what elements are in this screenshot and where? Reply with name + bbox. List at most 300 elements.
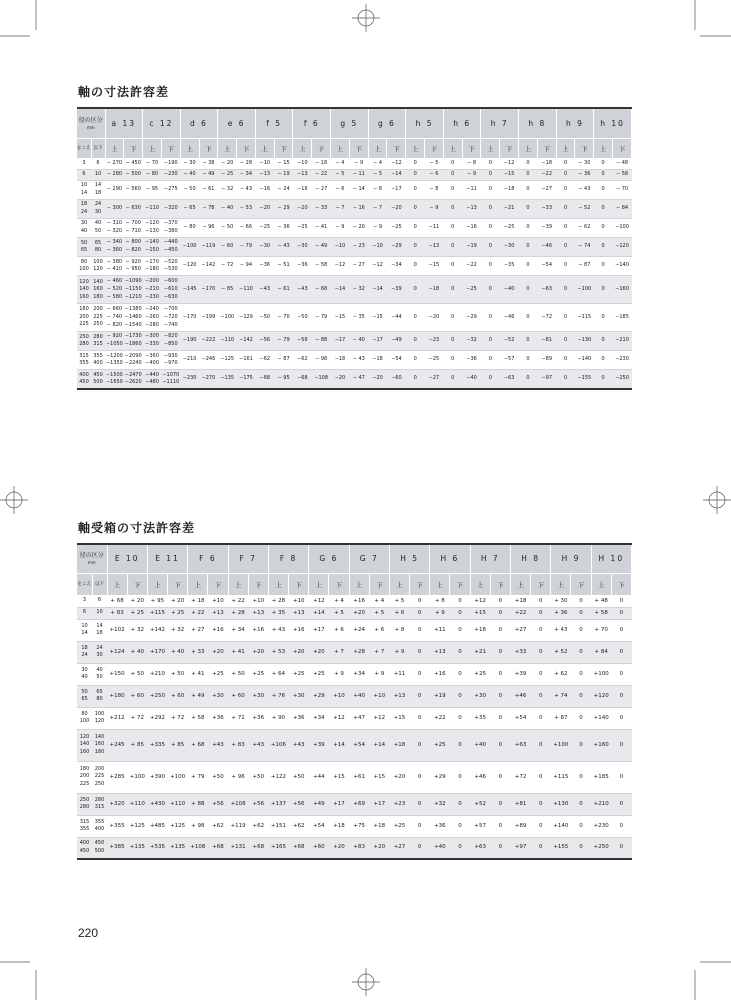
- range-upto: 450: [94, 840, 105, 847]
- range-over-cell: [77, 663, 92, 685]
- lower-header: 下: [349, 138, 368, 158]
- range-over: 40: [80, 227, 88, 234]
- upper-deviation-cell: [470, 663, 490, 685]
- range-over: 50: [81, 688, 88, 695]
- upper-deviation-cell: [519, 332, 538, 351]
- upper-deviation-cell: [519, 158, 538, 169]
- upper-deviation-cell: [430, 595, 450, 607]
- tolerance-class-header: g 6: [368, 108, 406, 138]
- deviation-value: +19: [434, 692, 446, 699]
- range-over: 6: [82, 170, 86, 177]
- lower-deviation-cell: [349, 257, 368, 276]
- upper-deviation-cell: [519, 180, 538, 199]
- lower-deviation-cell: [274, 199, 293, 218]
- upper-deviation-cell: [143, 304, 162, 332]
- deviation-value: +56: [252, 800, 265, 807]
- deviation-value: − 51: [277, 262, 290, 269]
- upper-deviation-cell: [218, 304, 237, 332]
- lower-deviation-cell: [387, 199, 406, 218]
- lower-deviation-cell: [613, 158, 632, 169]
- lower-deviation-cell: [168, 815, 188, 837]
- deviation-value: + 32: [130, 626, 144, 633]
- upper-deviation-cell: [255, 238, 274, 257]
- upper-deviation-cell: [443, 199, 462, 218]
- deviation-value: +185: [593, 773, 609, 780]
- lower-deviation-cell: [537, 276, 556, 304]
- lower-deviation-cell: [199, 218, 218, 237]
- deviation-value: −280: [145, 321, 159, 328]
- deviation-value: +46: [474, 773, 486, 780]
- lower-deviation-cell: [329, 663, 349, 685]
- lower-deviation-cell: [208, 793, 228, 815]
- deviation-value: −115: [577, 313, 592, 320]
- range-over: 30: [81, 666, 88, 673]
- deviation-value: − 58: [615, 170, 629, 177]
- lower-deviation-cell: [274, 351, 293, 370]
- upper-deviation-cell: [510, 815, 530, 837]
- deviation-value: −140: [145, 239, 159, 246]
- lower-deviation-cell: [274, 218, 293, 237]
- deviation-value: − 660: [106, 306, 123, 312]
- range-over: 14: [81, 630, 88, 636]
- deviation-value: 0: [498, 692, 503, 699]
- lower-deviation-cell: [127, 761, 147, 793]
- lower-deviation-cell: [462, 332, 481, 351]
- lower-deviation-cell: [161, 351, 180, 370]
- upper-deviation-cell: [349, 619, 369, 641]
- deviation-value: +56: [292, 800, 305, 807]
- upper-deviation-cell: [481, 218, 500, 237]
- upper-deviation-cell: [309, 685, 329, 707]
- upper-deviation-cell: [406, 351, 425, 370]
- lower-deviation-cell: [329, 815, 349, 837]
- deviation-value: −370: [163, 220, 178, 227]
- range-upto: 6: [97, 597, 102, 604]
- lower-deviation-cell: [124, 370, 143, 389]
- deviation-value: − 920: [125, 258, 141, 265]
- lower-deviation-cell: [575, 332, 594, 351]
- range-over: 180: [79, 306, 89, 313]
- deviation-value: −50: [259, 313, 271, 320]
- upper-deviation-cell: [406, 169, 425, 180]
- upper-deviation-cell: [143, 238, 162, 257]
- deviation-value: −1110: [162, 379, 180, 386]
- deviation-value: − 11: [352, 170, 365, 177]
- deviation-value: + 87: [554, 714, 568, 721]
- upper-deviation-cell: [368, 199, 387, 218]
- deviation-value: − 30: [183, 159, 196, 166]
- deviation-value: + 74: [554, 692, 568, 699]
- range-upto: 140: [94, 733, 105, 740]
- deviation-value: 0: [601, 159, 605, 166]
- deviation-value: − 19: [277, 170, 290, 177]
- deviation-value: 0: [498, 597, 503, 604]
- lower-deviation-cell: [369, 815, 389, 837]
- deviation-value: −440: [145, 371, 159, 378]
- deviation-value: +29: [434, 773, 446, 780]
- deviation-value: −25: [297, 224, 308, 231]
- range-upto-cell: [92, 663, 107, 685]
- range-over: 355: [79, 360, 89, 367]
- lower-header: 下: [425, 138, 444, 158]
- deviation-value: −1500: [105, 371, 123, 378]
- deviation-value: 0: [619, 626, 624, 633]
- lower-deviation-cell: [208, 815, 228, 837]
- range-over: 160: [79, 748, 90, 755]
- deviation-value: + 58: [594, 609, 608, 616]
- lower-deviation-cell: [248, 761, 268, 793]
- lower-deviation-cell: [349, 332, 368, 351]
- range-upto: 18: [96, 630, 103, 636]
- lower-deviation-cell: [369, 607, 389, 619]
- deviation-value: −110: [239, 285, 253, 292]
- deviation-value: − 60: [221, 243, 234, 250]
- lower-deviation-cell: [450, 729, 470, 761]
- deviation-value: +97: [514, 844, 527, 851]
- deviation-value: −199: [201, 313, 216, 320]
- deviation-value: 0: [579, 670, 583, 677]
- lower-deviation-cell: [425, 304, 444, 332]
- deviation-value: 0: [563, 313, 568, 320]
- upper-deviation-cell: [430, 641, 450, 663]
- upper-deviation-cell: [510, 837, 530, 859]
- deviation-value: 0: [579, 597, 583, 604]
- lower-deviation-cell: [349, 238, 368, 257]
- upper-deviation-cell: [368, 169, 387, 180]
- lower-deviation-cell: [237, 370, 256, 389]
- deviation-value: − 24: [277, 185, 290, 192]
- upper-deviation-cell: [349, 793, 369, 815]
- deviation-value: − 84: [615, 204, 629, 211]
- range-upto: 500: [94, 847, 105, 854]
- table-row: [77, 276, 632, 304]
- deviation-value: 0: [563, 185, 568, 192]
- lower-deviation-cell: [199, 351, 218, 370]
- deviation-value: 0: [417, 670, 422, 677]
- deviation-value: 0: [417, 648, 422, 655]
- deviation-value: −46: [541, 243, 553, 250]
- deviation-value: +68: [292, 844, 305, 851]
- table-row: [77, 158, 632, 169]
- tolerance-class-header: h 9: [556, 108, 594, 138]
- deviation-value: − 380: [106, 258, 123, 265]
- deviation-value: 0: [458, 714, 462, 721]
- range-over-cell: [77, 257, 91, 276]
- deviation-value: − 96: [202, 224, 215, 231]
- deviation-value: − 18: [315, 159, 328, 166]
- deviation-value: +14: [333, 741, 345, 748]
- deviation-value: +22: [434, 714, 446, 721]
- upper-deviation-cell: [188, 761, 208, 793]
- deviation-value: −50: [297, 313, 308, 320]
- upper-deviation-cell: [481, 332, 500, 351]
- lower-deviation-cell: [124, 199, 143, 218]
- lower-deviation-cell: [312, 332, 331, 351]
- deviation-value: +135: [129, 844, 145, 851]
- lower-deviation-cell: [274, 257, 293, 276]
- deviation-value: −36: [466, 356, 477, 363]
- deviation-value: −100: [615, 224, 629, 231]
- deviation-value: + 64: [271, 670, 286, 677]
- upper-deviation-cell: [255, 276, 274, 304]
- deviation-value: −25: [503, 224, 515, 231]
- upper-deviation-cell: [180, 351, 199, 370]
- tolerance-class-header: g 5: [331, 108, 369, 138]
- deviation-value: −119: [201, 243, 216, 250]
- lower-deviation-cell: [531, 685, 551, 707]
- deviation-value: − 9: [373, 224, 383, 231]
- upper-deviation-cell: [228, 641, 248, 663]
- upper-deviation-cell: [470, 761, 490, 793]
- deviation-value: + 68: [110, 597, 124, 604]
- deviation-value: −1380: [124, 306, 142, 312]
- deviation-value: +14: [373, 741, 386, 748]
- deviation-value: −200: [145, 278, 159, 285]
- deviation-value: 0: [619, 773, 624, 780]
- lower-deviation-cell: [127, 815, 147, 837]
- tolerance-class-header: G 6: [309, 544, 349, 573]
- deviation-value: −10: [334, 243, 346, 250]
- lower-deviation-cell: [161, 304, 180, 332]
- range-upto: 100: [93, 258, 103, 265]
- deviation-value: +100: [593, 670, 609, 677]
- lower-deviation-cell: [571, 607, 591, 619]
- lower-deviation-cell: [237, 199, 256, 218]
- upper-deviation-cell: [591, 815, 611, 837]
- upper-deviation-cell: [105, 257, 124, 276]
- upper-deviation-cell: [591, 837, 611, 859]
- deviation-value: − 460: [106, 278, 123, 285]
- lower-deviation-cell: [410, 607, 430, 619]
- deviation-value: − 62: [578, 224, 591, 231]
- lower-deviation-cell: [312, 158, 331, 169]
- lower-deviation-cell: [161, 169, 180, 180]
- deviation-value: 0: [413, 262, 417, 269]
- upper-deviation-cell: [309, 663, 329, 685]
- deviation-value: 0: [601, 262, 605, 269]
- upper-deviation-cell: [228, 837, 248, 859]
- deviation-value: +16: [434, 670, 446, 677]
- deviation-value: + 88: [191, 800, 205, 807]
- lower-deviation-cell: [289, 815, 309, 837]
- upper-deviation-cell: [389, 761, 409, 793]
- lower-header: 下: [127, 573, 147, 595]
- deviation-value: + 20: [130, 597, 144, 604]
- upper-deviation-cell: [180, 276, 199, 304]
- upper-deviation-cell: [556, 158, 575, 169]
- lower-deviation-cell: [289, 837, 309, 859]
- lower-deviation-cell: [537, 199, 556, 218]
- lower-deviation-cell: [274, 158, 293, 169]
- deviation-value: +43: [252, 741, 265, 748]
- range-over: 315: [79, 352, 89, 359]
- lower-deviation-cell: [124, 351, 143, 370]
- upper-deviation-cell: [556, 238, 575, 257]
- lower-deviation-cell: [575, 351, 594, 370]
- deviation-value: −68: [297, 375, 308, 382]
- lower-deviation-cell: [611, 729, 631, 761]
- lower-deviation-cell: [274, 304, 293, 332]
- range-over: 250: [79, 796, 90, 803]
- deviation-value: 0: [488, 356, 492, 363]
- deviation-value: 0: [579, 822, 583, 829]
- range-over: 14: [80, 189, 88, 196]
- deviation-value: −930: [163, 352, 178, 359]
- upper-deviation-cell: [107, 641, 127, 663]
- range-over-cell: [77, 218, 91, 237]
- range-over: 80: [81, 710, 88, 717]
- lower-deviation-cell: [248, 729, 268, 761]
- lower-deviation-cell: [462, 351, 481, 370]
- deviation-value: 0: [563, 159, 568, 166]
- deviation-value: + 96: [231, 773, 245, 780]
- deviation-value: +50: [252, 773, 265, 780]
- lower-deviation-cell: [349, 218, 368, 237]
- deviation-value: + 40: [170, 648, 185, 655]
- upper-deviation-cell: [349, 641, 369, 663]
- lower-deviation-cell: [127, 641, 147, 663]
- deviation-value: + 25: [170, 609, 185, 616]
- lower-deviation-cell: [450, 607, 470, 619]
- lower-deviation-cell: [537, 257, 556, 276]
- deviation-value: −25: [428, 356, 440, 363]
- deviation-value: −32: [466, 337, 477, 344]
- upper-deviation-cell: [389, 685, 409, 707]
- deviation-value: −20: [372, 375, 383, 382]
- lower-deviation-cell: [450, 815, 470, 837]
- upper-deviation-cell: [368, 370, 387, 389]
- lower-deviation-cell: [500, 218, 519, 237]
- upper-deviation-cell: [331, 276, 350, 304]
- lower-deviation-cell: [369, 707, 389, 729]
- upper-deviation-cell: [519, 304, 538, 332]
- range-over: 250: [79, 333, 89, 340]
- deviation-value: −29: [391, 243, 402, 250]
- tolerance-class-header: H 7: [470, 544, 510, 573]
- deviation-value: + 41: [191, 670, 205, 677]
- deviation-value: 0: [451, 170, 455, 177]
- deviation-value: 0: [413, 356, 417, 363]
- upper-header: 上: [510, 573, 530, 595]
- deviation-value: 0: [601, 375, 605, 382]
- upper-deviation-cell: [594, 304, 613, 332]
- lower-deviation-cell: [613, 218, 632, 237]
- range-upto-cell: [92, 729, 107, 761]
- upper-deviation-cell: [309, 793, 329, 815]
- deviation-value: 0: [619, 670, 624, 677]
- upper-deviation-cell: [105, 351, 124, 370]
- upper-deviation-cell: [551, 619, 571, 641]
- deviation-value: − 280: [106, 170, 123, 177]
- deviation-value: − 79: [239, 243, 253, 250]
- range-upto-cell: [92, 595, 107, 607]
- range-upto: 500: [93, 379, 103, 386]
- deviation-value: 0: [498, 714, 503, 721]
- deviation-value: −440: [163, 239, 178, 246]
- deviation-value: +18: [333, 822, 345, 829]
- lower-header: 下: [248, 573, 268, 595]
- range-upto: 50: [96, 674, 103, 680]
- lower-header: 下: [199, 138, 218, 158]
- table-row: [77, 199, 632, 218]
- deviation-value: +245: [109, 741, 125, 748]
- lower-deviation-cell: [500, 238, 519, 257]
- over-header: をこえ: [77, 138, 91, 158]
- upper-deviation-cell: [389, 729, 409, 761]
- upper-deviation-cell: [180, 158, 199, 169]
- range-over-cell: [77, 180, 91, 199]
- deviation-value: + 25: [130, 609, 144, 616]
- deviation-value: 0: [563, 243, 568, 250]
- deviation-value: + 53: [271, 648, 286, 655]
- upper-deviation-cell: [510, 707, 530, 729]
- range-over: 24: [81, 652, 88, 658]
- lower-deviation-cell: [274, 332, 293, 351]
- upper-deviation-cell: [268, 619, 288, 641]
- deviation-value: + 62: [554, 670, 568, 677]
- deviation-value: 0: [413, 285, 417, 292]
- lower-deviation-cell: [349, 276, 368, 304]
- deviation-value: 0: [601, 204, 605, 211]
- upper-deviation-cell: [551, 663, 571, 685]
- deviation-value: −13: [259, 170, 271, 177]
- deviation-value: +170: [149, 648, 165, 655]
- deviation-value: − 5: [335, 170, 345, 177]
- lower-deviation-cell: [161, 238, 180, 257]
- range-over: 450: [79, 847, 90, 854]
- upper-deviation-cell: [105, 218, 124, 237]
- lower-deviation-cell: [500, 180, 519, 199]
- tolerance-class-header: e 6: [218, 108, 256, 138]
- deviation-value: − 740: [106, 313, 123, 320]
- upper-deviation-cell: [470, 607, 490, 619]
- lower-deviation-cell: [575, 257, 594, 276]
- deviation-value: 0: [451, 262, 455, 269]
- deviation-value: +108: [190, 844, 206, 851]
- lower-deviation-cell: [531, 793, 551, 815]
- table-row: [77, 595, 632, 607]
- range-over: 120: [79, 733, 90, 740]
- lower-deviation-cell: [462, 180, 481, 199]
- page-number: 220: [78, 926, 99, 940]
- deviation-value: − 95: [277, 375, 290, 382]
- lower-deviation-cell: [500, 158, 519, 169]
- upper-deviation-cell: [551, 607, 571, 619]
- deviation-value: −15: [503, 170, 515, 177]
- deviation-value: 0: [498, 844, 503, 851]
- deviation-value: + 72: [130, 714, 144, 721]
- lower-deviation-cell: [349, 169, 368, 180]
- upper-deviation-cell: [180, 257, 199, 276]
- deviation-value: − 270: [106, 159, 123, 166]
- upper-deviation-cell: [255, 304, 274, 332]
- lower-deviation-cell: [127, 663, 147, 685]
- deviation-value: − 22: [315, 170, 328, 177]
- deviation-value: −21: [503, 204, 515, 211]
- deviation-value: +12: [333, 714, 345, 721]
- lower-deviation-cell: [575, 218, 594, 237]
- range-header: [77, 544, 107, 573]
- lower-deviation-cell: [208, 837, 228, 859]
- deviation-value: −56: [297, 337, 308, 344]
- deviation-value: +57: [474, 822, 486, 829]
- deviation-value: 0: [538, 692, 543, 699]
- deviation-value: + 43: [554, 626, 568, 633]
- lower-deviation-cell: [537, 370, 556, 389]
- deviation-value: +40: [353, 692, 365, 699]
- table-row: [77, 238, 632, 257]
- upper-deviation-cell: [143, 332, 162, 351]
